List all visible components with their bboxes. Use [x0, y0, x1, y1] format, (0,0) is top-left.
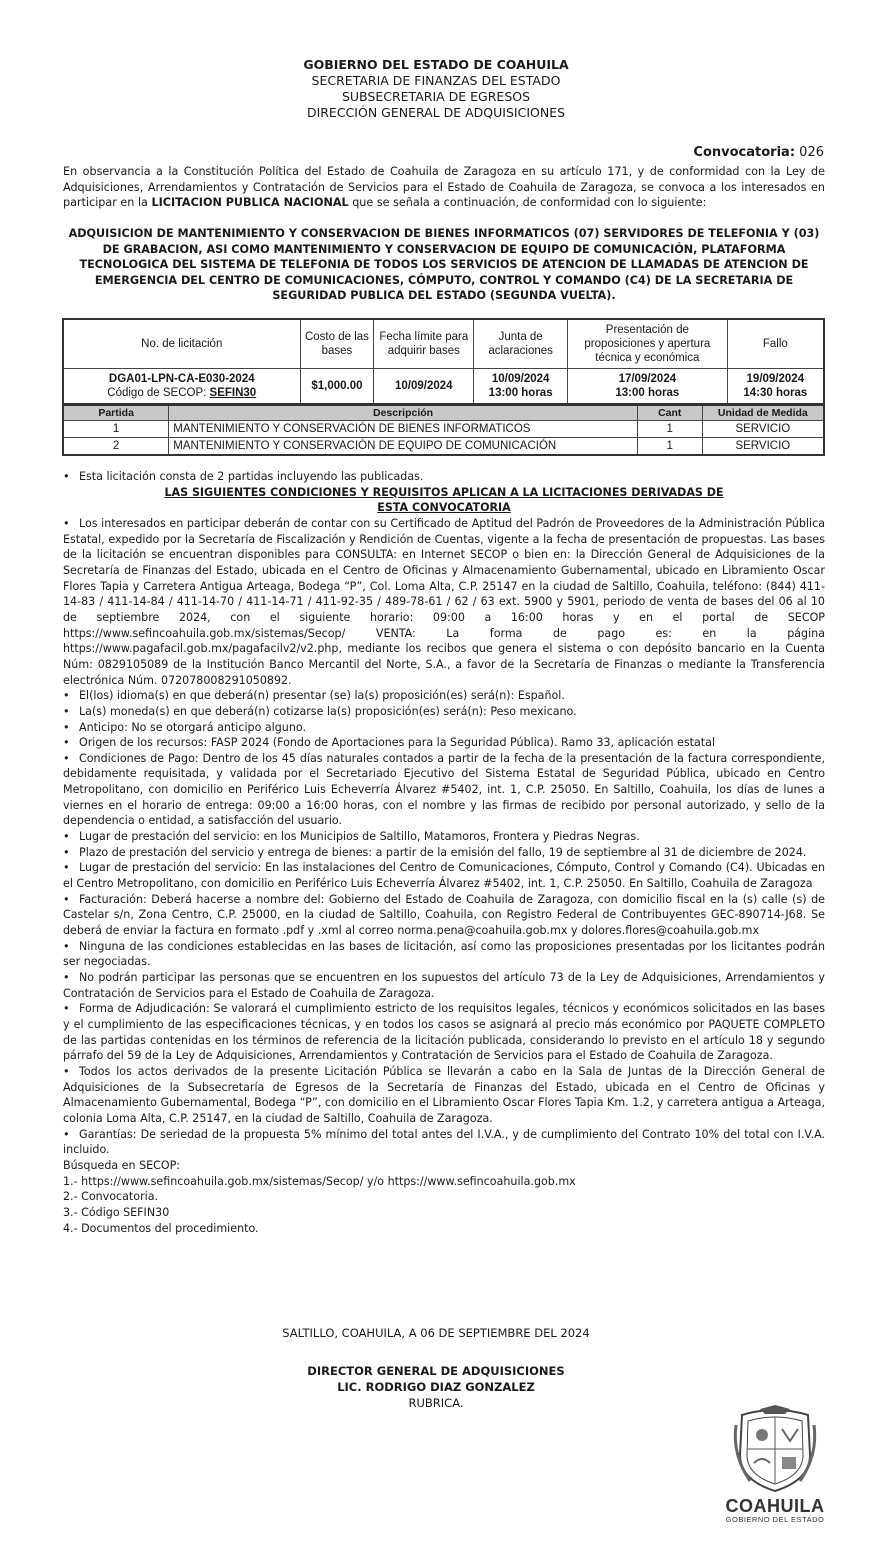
- bullet-marker: [63, 1002, 79, 1015]
- busqueda-item: 2.- Convocatoria.: [63, 1190, 159, 1204]
- fallo-fecha: 19/09/2024: [746, 373, 805, 385]
- list-item-text: Lugar de prestación del servicio: en los Municipios de Saltillo, Matamoros, Frontera y Piedras Negras.: [79, 830, 640, 844]
- intro-paragraph: [63, 164, 825, 211]
- licitacion-table: [62, 318, 825, 405]
- bullet-marker: [63, 971, 79, 984]
- table-row: [63, 438, 824, 456]
- list-item: [63, 688, 825, 704]
- signer-name: LIC. RODRIGO DIAZ GONZALEZ: [337, 1380, 535, 1394]
- th-numero: No. de licitación: [63, 319, 300, 369]
- th-fallo: Fallo: [727, 319, 824, 369]
- bullet-marker: [63, 470, 79, 483]
- th-descripcion: Descripción: [169, 405, 638, 421]
- busqueda-item: 3.- Código SEFIN30: [63, 1205, 170, 1219]
- header-subsecretaria: SUBSECRETARIA DE EGRESOS: [341, 89, 531, 104]
- convocatoria-number: [693, 145, 824, 160]
- bullet-marker: [63, 1065, 79, 1078]
- bullet-marker: [63, 736, 79, 749]
- list-item-text: El(los) idioma(s) en que deberá(n) presentar (se) la(s) proposición(es) será(n): Español.: [79, 689, 565, 703]
- conditions-title-1: LAS SIGUIENTES CONDICIONES Y REQUISITOS APLICAN A LA LICITACIONES DERIVADAS DE: [164, 485, 724, 499]
- place-date: SALTILLO, COAHUILA, A 06 DE SEPTIEMBRE DEL 2024: [282, 1326, 590, 1340]
- document-header: [0, 57, 872, 121]
- list-item: [63, 860, 825, 891]
- th-presentacion: Presentación de proposiciones y apertura técnica y económica: [568, 319, 728, 369]
- list-item: [63, 892, 825, 939]
- licitacion-number: DGA01-LPN-CA-E030-2024: [108, 373, 255, 385]
- th-cant: Cant: [637, 405, 702, 421]
- list-item-text: Anticipo: No se otorgará anticipo alguno.: [79, 720, 306, 734]
- secop-code-label: Código de SECOP:: [107, 387, 210, 399]
- licitacion-table-header: [63, 319, 824, 369]
- list-item: [63, 1127, 825, 1158]
- list-item-text: La(s) moneda(s) en que deberá(n) cotizarse la(s) proposición(es) será(n): Peso mexicano.: [79, 704, 577, 718]
- header-direccion: DIRECCIÓN GENERAL DE ADQUISICIONES: [306, 105, 566, 120]
- junta-fecha: 10/09/2024: [491, 373, 550, 385]
- conditions-body: [63, 469, 825, 1236]
- th-costo: Costo de las bases: [300, 319, 374, 369]
- rubrica: RUBRICA.: [408, 1396, 464, 1410]
- presentacion-hora: 13:00 horas: [615, 387, 680, 399]
- list-item: [63, 939, 825, 970]
- bullet-marker: [63, 721, 79, 734]
- secop-code-line: [67, 386, 297, 400]
- header-secretaria: SECRETARIA DE FINANZAS DEL ESTADO: [311, 73, 561, 88]
- list-item: [63, 735, 825, 751]
- partida-unidad: SERVICIO: [702, 438, 824, 456]
- partida-unidad: SERVICIO: [702, 421, 824, 438]
- signature-block: [0, 1325, 872, 1411]
- consta-text: Esta licitación consta de 2 partidas incluyendo las publicadas.: [79, 470, 424, 483]
- bullet-marker: [63, 893, 79, 906]
- busqueda-title: Búsqueda en SECOP:: [63, 1158, 181, 1172]
- list-item-text: Origen de los recursos: FASP 2024 (Fondo de Aportaciones para la Seguridad Pública). Ramo 33, aplicación estatal: [79, 736, 716, 750]
- list-item-text: No podrán participar las personas que se encuentren en los supuestos del artículo 73 de la Ley de Adquisiciones, Arrendamientos y Contratación de Servicios para el Estado de Coahuila de Zaragoza.: [63, 971, 825, 1000]
- list-item-text: Los interesados en participar deberán de contar con su Certificado de Aptitud del Padrón de Proveedores de la Administración Pública Estatal, expedido por la Secretaría de Fiscalización y Rendición de Cuentas, vigente a la fecha de presentación de propuestas. Las bases de la licitación se encuentran disponibles para CONSULTA: en Internet SECOP o bien en: la Dirección General de Adquisiciones de la Secretaría de Finanzas del Estado, ubicada en el Centro de Oficinas y Almacenamiento Gubernamental, ubicado en Libramiento Oscar Flores Tapia y Carretera Antigua Arteaga, Bodega “P”, Col. Loma Alta, C.P. 25147 en la ciudad de Saltillo, Coahuila, teléfono: (844) 411-14-83 / 411-14-84 / 411-14-70 / 411-14-71 / 411-92-35 / 489-78-61 / 62 / 63 ext. 5900 y 5901, periodo de venta de bases del 06 al 10 de septiembre 2024, con el siguiente horario: 09:00 a 16:00 horas y en el portal de SECOP https://www.sefincoahuila.gob.mx/sistemas/Secop/ VENTA: La forma de pago es: en la página https://www.pagafacil.gob.mx/pagafacilv2/v2.php, mediante los recibos que genera el sistema o con depósito bancario en la Cuenta Núm: 0829105089 de la Institución Banco Mercantil del Norte, S.A., a favor de la Secretaría de Finanzas o mediante la Transferencia electrónica Núm. 072078008291050892.: [63, 516, 825, 687]
- td-costo: $1,000.00: [300, 369, 374, 405]
- list-item: [63, 704, 825, 720]
- bullet-marker: [63, 752, 79, 765]
- logo-subtitle: GOBIERNO DEL ESTADO: [725, 1515, 825, 1524]
- licitacion-table-row: [63, 369, 824, 405]
- intro-text-1: En observancia a la Constitución Política del Estado de Coahuila de Zaragoza en su artículo 171, y de conformidad con la Ley de Adquisiciones, Arrendamientos y Contratación de Servicios para el Estado de Coahuila de Zaragoza, se convoca a los interesados en participar en la: [63, 165, 825, 209]
- partidas-header: [63, 405, 824, 421]
- partida-number: 2: [63, 438, 169, 456]
- list-item: [63, 829, 825, 845]
- td-fallo: [727, 369, 824, 405]
- list-item-text: Todos los actos derivados de la presente Licitación Pública se llevarán a cabo en la Sala de Juntas de la Dirección General de Adquisiciones de la Subsecretaría de Egresos de la Secretaría de Finanzas del Estado, ubicada en el Centro de Oficinas y Almacenamiento Gubernamental, Bodega “P”, con domicilio en el Libramiento Oscar Flores Tapia Km. 1.2, y carretera antigua a Arteaga, colonia Loma Alta, C.P. 25147, en la ciudad de Saltillo, Coahuila de Zaragoza.: [63, 1064, 825, 1125]
- list-item: [63, 1001, 825, 1064]
- header-government: GOBIERNO DEL ESTADO DE COAHUILA: [303, 57, 569, 72]
- list-item-text: Plazo de prestación del servicio y entrega de bienes: a partir de la emisión del fallo, 19 de septiembre al 31 de diciembre de 2024.: [79, 845, 807, 859]
- td-fecha-limite: 10/09/2024: [374, 369, 474, 405]
- list-item-text: Garantías: De seriedad de la propuesta 5% mínimo del total antes del I.V.A., y de cumplimiento del Contrato 10% del total con I.V.A. incluido.: [63, 1127, 825, 1157]
- bullet-marker: [63, 940, 79, 953]
- junta-hora: 13:00 horas: [488, 387, 553, 399]
- list-item-text: Forma de Adjudicación: Se valorará el cumplimiento estricto de los requisitos legales, técnicos y económicos solicitados en las bases y el cumplimiento de las especificaciones técnicas, y en todos los casos se asignará al precio más económico por PAQUETE COMPLETO de las partidas contenidas en los términos de referencia de la licitación publicada, considerando lo previsto en el artículo 18 y segundo párrafo del 59 de la Ley de Adquisiciones, Arrendamientos y Contratación de Servicios para el Estado de Coahuila de Zaragoza.: [63, 1002, 825, 1063]
- list-item: [63, 1064, 825, 1127]
- partida-cant: 1: [637, 421, 702, 438]
- list-item-text: Lugar de prestación del servicio: En las instalaciones del Centro de Comunicaciones, Cómputo, Control y Comando (C4). Ubicadas en el Centro Metropolitano, con domicilio en Periférico Luis Echeverría Álvarez #5402, int. 1, C.P. 25050. En Saltillo, Coahuila de Zaragoza: [63, 861, 825, 891]
- list-item-text: Condiciones de Pago: Dentro de los 45 días naturales contados a partir de la fecha de la presentación de la factura correspondiente, debidamente requisitada, y validada por el Secretariado Ejecutivo del Sistema Estatal de Seguridad Pública, ubicado en Centro Metropolitano, con domicilio en Periférico Luis Echeverría Álvarez #5402, int. 1, C.P. 25050. En Saltillo, Coahuila, los días de lunes a viernes en el horario de entrega: 09:00 a 16:00 horas, con el nombre y las firmas de recibido por personal autorizado, y sello de la dependencia o entidad, a satisfacción del usuario.: [63, 751, 825, 828]
- list-item: [63, 751, 825, 829]
- coat-of-arms-icon: [730, 1405, 820, 1493]
- convocatoria-label: Convocatoria:: [693, 145, 796, 160]
- logo-name: COAHUILA: [725, 1496, 825, 1516]
- coahuila-logo: [718, 1405, 832, 1524]
- th-unidad: Unidad de Medida: [702, 405, 824, 421]
- partida-description: MANTENIMIENTO Y CONSERVACIÓN DE BIENES INFORMATICOS: [169, 421, 638, 438]
- table-row: [63, 421, 824, 438]
- conditions-title-2: ESTA CONVOCATORIA: [377, 501, 511, 515]
- partida-cant: 1: [637, 438, 702, 456]
- consta-line: [63, 469, 825, 485]
- bullet-marker: [63, 705, 79, 718]
- td-presentacion: [568, 369, 728, 405]
- licitacion-objeto: ADQUISICION DE MANTENIMIENTO Y CONSERVACION DE BIENES INFORMATICOS (07) SERVIDORES DE TELEFONIA Y (03) DE GRABACION, ASI COMO MANTENIMIENTO Y CONSERVACION DE EQUIPO DE COMUNICACIÓN, PLATAFORMA TECNOLOGICA DEL SISTEMA DE TELEFONIA DE TODOS LOS SERVICIOS DE ATENCION DE LLAMADAS DE ATENCION DE EMERGENCIA DEL CENTRO DE COMUNICACIONES, CÓMPUTO, CONTROL Y COMANDO (C4) DE LA SECRETARIA DE SEGURIDAD PUBLICA DEL ESTADO (SEGUNDA VUELTA).: [68, 227, 820, 302]
- th-partida: Partida: [63, 405, 169, 421]
- bullet-marker: [63, 846, 79, 859]
- intro-bold: LICITACION PUBLICA NACIONAL: [151, 196, 349, 209]
- signer-title: DIRECTOR GENERAL DE ADQUISICIONES: [307, 1364, 565, 1378]
- partidas-table: [62, 404, 825, 456]
- secop-code: SEFIN30: [209, 387, 257, 399]
- td-numero: [63, 369, 300, 405]
- list-item: [63, 845, 825, 861]
- busqueda-item: 1.- https://www.sefincoahuila.gob.mx/sistemas/Secop/ y/o https://www.sefincoahuila.gob.mx: [63, 1174, 576, 1188]
- list-item: [63, 720, 825, 736]
- convocatoria-value: 026: [799, 145, 824, 160]
- th-fecha-limite: Fecha límite para adquirir bases: [374, 319, 474, 369]
- list-item-text: Ninguna de las condiciones establecidas en las bases de licitación, así como las proposiciones presentadas por los licitantes podrán ser negociadas.: [63, 939, 825, 969]
- bullet-marker: [63, 830, 79, 843]
- list-item: [63, 516, 825, 688]
- bullet-marker: [63, 689, 79, 702]
- bullet-marker: [63, 517, 79, 530]
- intro-text-2: que se señala a continuación, de conformidad con lo siguiente:: [348, 196, 707, 209]
- list-item-text: Facturación: Deberá hacerse a nombre del: Gobierno del Estado de Coahuila de Zaragoza, con domicilio fiscal en la (s) calle (s) de Castelar s/n, Zona Centro, C.P. 25000, en la ciudad de Saltillo, Coahuila, con Registro Federal de Contribuyentes GEC-890714-J68. Se deberá de enviar la factura en formato .pdf y .xml al correo norma.pena@coahuila.gob.mx y dolores.flores@coahuila.gob.mx: [63, 892, 825, 938]
- presentacion-fecha: 17/09/2024: [618, 373, 677, 385]
- busqueda-item: 4.- Documentos del procedimiento.: [63, 1221, 259, 1235]
- partida-description: MANTENIMIENTO Y CONSERVACIÓN DE EQUIPO DE COMUNICACIÓN: [169, 438, 638, 456]
- td-junta: [474, 369, 568, 405]
- partida-number: 1: [63, 421, 169, 438]
- fallo-hora: 14:30 horas: [743, 387, 808, 399]
- list-item: [63, 970, 825, 1001]
- th-junta: Junta de aclaraciones: [474, 319, 568, 369]
- bullet-marker: [63, 861, 79, 874]
- bullet-marker: [63, 1128, 79, 1141]
